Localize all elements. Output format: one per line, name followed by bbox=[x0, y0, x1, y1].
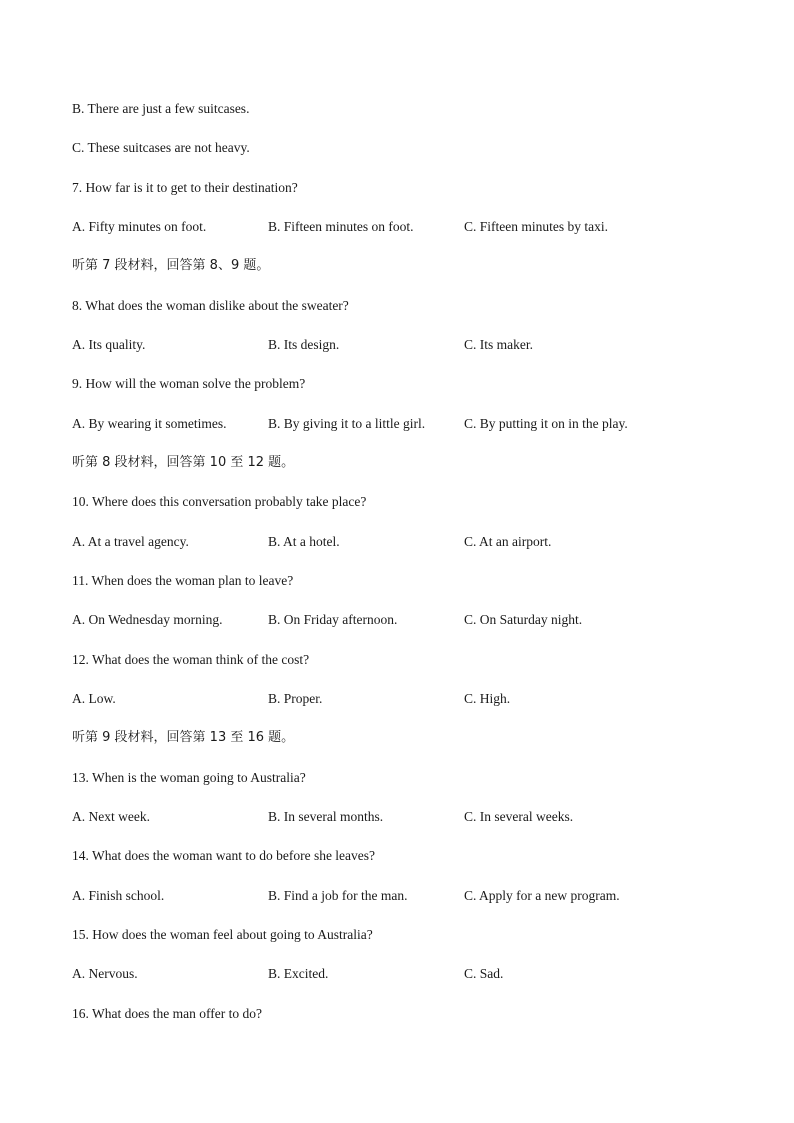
q8-option-a: A. Its quality. bbox=[72, 337, 146, 352]
q11-option-a: A. On Wednesday morning. bbox=[72, 612, 223, 627]
question-15-options bbox=[72, 964, 732, 984]
question-9-options bbox=[72, 414, 732, 434]
q13-option-a: A. Next week. bbox=[72, 809, 150, 824]
question-7: 7. How far is it to get to their destination? bbox=[72, 180, 298, 195]
q9-option-c: C. By putting it on in the play. bbox=[464, 416, 628, 431]
q10-option-a: A. At a travel agency. bbox=[72, 534, 189, 549]
q15-option-b: B. Excited. bbox=[268, 966, 329, 981]
q11-option-b: B. On Friday afternoon. bbox=[268, 612, 398, 627]
q15-option-a: A. Nervous. bbox=[72, 966, 138, 981]
q9-option-b: B. By giving it to a little girl. bbox=[268, 416, 426, 431]
question-8: 8. What does the woman dislike about the sweater? bbox=[72, 298, 349, 313]
question-11-options bbox=[72, 610, 732, 630]
question-14-options bbox=[72, 886, 732, 906]
question-8-options bbox=[72, 335, 732, 355]
q8-option-b: B. Its design. bbox=[268, 337, 340, 352]
q10-option-c: C. At an airport. bbox=[464, 534, 552, 549]
question-12-options bbox=[72, 689, 732, 709]
question-11: 11. When does the woman plan to leave? bbox=[72, 573, 294, 588]
q8-option-c: C. Its maker. bbox=[464, 337, 533, 352]
q15-option-c: C. Sad. bbox=[464, 966, 504, 981]
q13-option-b: B. In several months. bbox=[268, 809, 384, 824]
q7-option-b: B. Fifteen minutes on foot. bbox=[268, 219, 414, 234]
question-14: 14. What does the woman want to do before she leaves? bbox=[72, 848, 376, 863]
section-7-instruction: 听第 7 段材料，回答第 8、9 题。 bbox=[72, 258, 270, 273]
q12-option-a: A. Low. bbox=[72, 691, 116, 706]
q13-option-c: C. In several weeks. bbox=[464, 809, 574, 824]
question-12: 12. What does the woman think of the cost? bbox=[72, 652, 310, 667]
q14-option-a: A. Finish school. bbox=[72, 888, 165, 903]
question-10-options bbox=[72, 532, 732, 552]
question-13-options bbox=[72, 807, 732, 827]
question-13: 13. When is the woman going to Australia? bbox=[72, 770, 306, 785]
q6-option-b: B. There are just a few suitcases. bbox=[72, 101, 250, 116]
question-9: 9. How will the woman solve the problem? bbox=[72, 376, 306, 391]
q7-option-c: C. Fifteen minutes by taxi. bbox=[464, 219, 608, 234]
q12-option-b: B. Proper. bbox=[268, 691, 323, 706]
question-16: 16. What does the man offer to do? bbox=[72, 1006, 262, 1021]
section-8-instruction: 听第 8 段材料，回答第 10 至 12 题。 bbox=[72, 455, 295, 470]
question-7-options bbox=[72, 217, 732, 237]
q6-option-c: C. These suitcases are not heavy. bbox=[72, 140, 250, 155]
question-10: 10. Where does this conversation probably take place? bbox=[72, 494, 367, 509]
q12-option-c: C. High. bbox=[464, 691, 511, 706]
q11-option-c: C. On Saturday night. bbox=[464, 612, 583, 627]
q7-option-a: A. Fifty minutes on foot. bbox=[72, 219, 207, 234]
q14-option-b: B. Find a job for the man. bbox=[268, 888, 408, 903]
q10-option-b: B. At a hotel. bbox=[268, 534, 340, 549]
q14-option-c: C. Apply for a new program. bbox=[464, 888, 620, 903]
section-9-instruction: 听第 9 段材料，回答第 13 至 16 题。 bbox=[72, 730, 295, 745]
q9-option-a: A. By wearing it sometimes. bbox=[72, 416, 227, 431]
question-15: 15. How does the woman feel about going to Australia? bbox=[72, 927, 373, 942]
